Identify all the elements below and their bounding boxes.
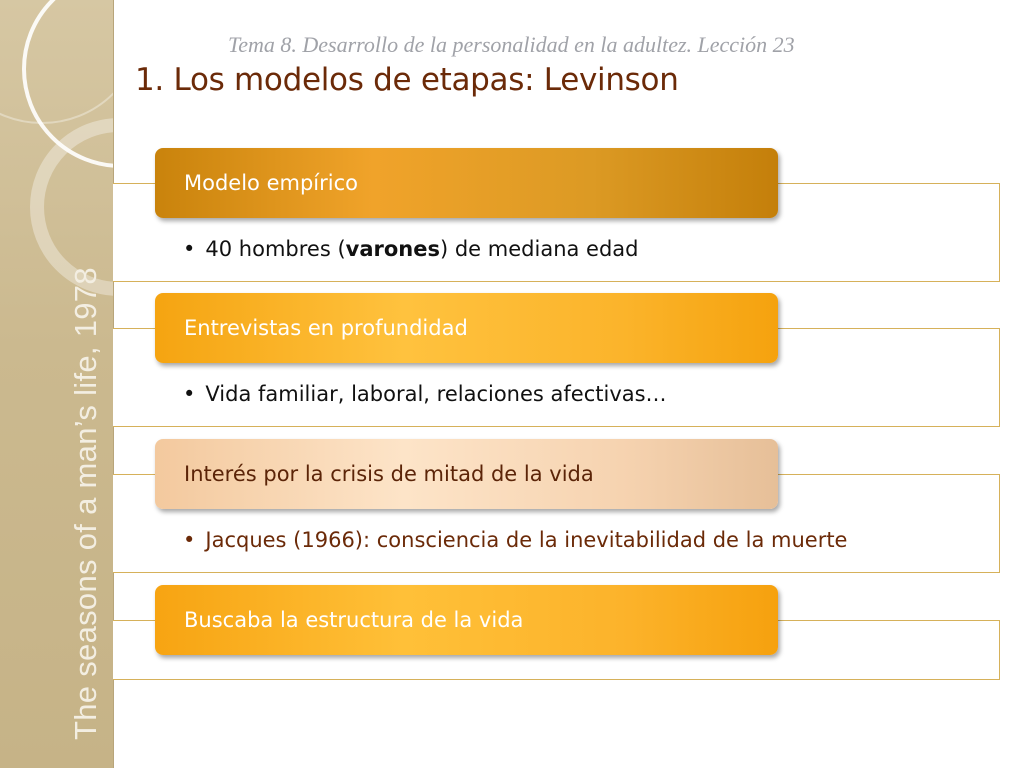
item-heading-label: Buscaba la estructura de la vida bbox=[184, 608, 524, 632]
bullet-text: • Jacques (1966): consciencia de la inevitabilidad de la muerte bbox=[183, 528, 848, 552]
item-heading-label: Interés por la crisis de mitad de la vida bbox=[184, 462, 594, 486]
slide-title: 1. Los modelos de etapas: Levinson bbox=[135, 62, 679, 98]
item-heading bbox=[155, 148, 778, 218]
item-heading bbox=[155, 439, 778, 509]
bullet-icon: • bbox=[183, 528, 196, 552]
bullet-text: • 40 hombres (varones) de mediana edad bbox=[183, 237, 639, 261]
bullet-icon: • bbox=[183, 237, 196, 261]
item-heading-label: Modelo empírico bbox=[184, 171, 358, 195]
sidebar-panel bbox=[0, 0, 114, 768]
bullet-icon: • bbox=[183, 382, 196, 406]
item-heading-label: Entrevistas en profundidad bbox=[184, 316, 468, 340]
item-heading bbox=[155, 585, 778, 655]
sidebar-vertical-text: The seasons of a man’s life, 1978 bbox=[68, 267, 103, 740]
bullet-text: • Vida familiar, laboral, relaciones afectivas… bbox=[183, 382, 667, 406]
item-heading bbox=[155, 293, 778, 363]
slide-subtitle: Tema 8. Desarrollo de la personalidad en la adultez. Lección 23 bbox=[228, 32, 795, 57]
